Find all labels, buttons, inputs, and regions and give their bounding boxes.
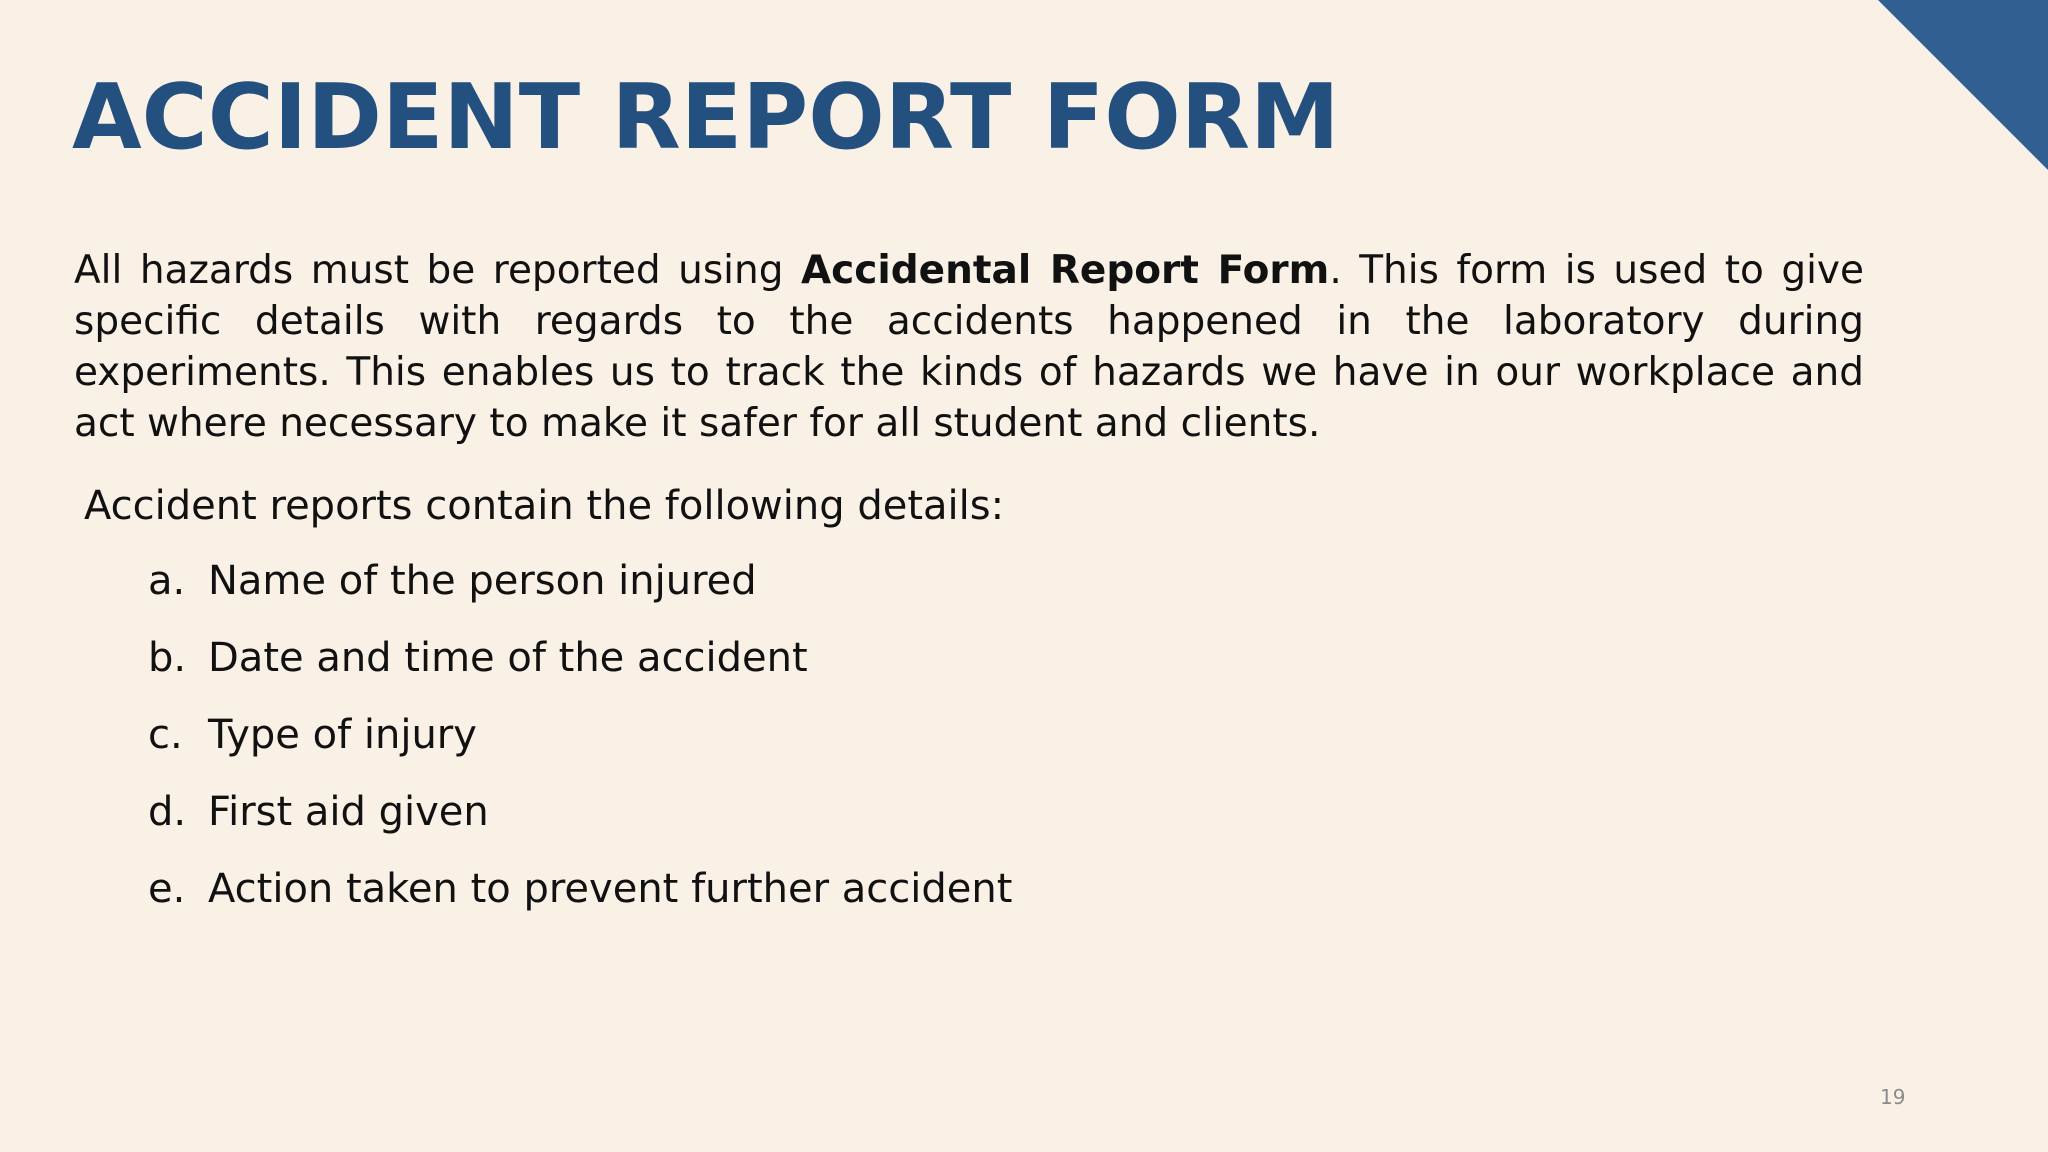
list-text: First aid given: [208, 789, 489, 835]
body-paragraph: [74, 245, 1864, 449]
slide-title: ACCIDENT REPORT FORM: [72, 65, 1340, 170]
list-item: [148, 784, 1012, 861]
list-marker: e.: [148, 866, 186, 912]
list-item: [148, 861, 1012, 938]
list-marker: c.: [148, 712, 183, 758]
list-item: [148, 630, 1012, 707]
list-item: [148, 707, 1012, 784]
list-marker: b.: [148, 635, 187, 681]
list-text: Name of the person injured: [208, 558, 757, 604]
paragraph-text-start: All hazards must be reported using: [74, 248, 801, 293]
details-intro: Accident reports contain the following details:: [84, 483, 1005, 529]
list-text: Date and time of the accident: [208, 635, 808, 681]
list-text: Type of injury: [208, 712, 477, 758]
corner-triangle: [1878, 0, 2048, 170]
paragraph-text-end: . This form is used to give specific details with regards to the accidents happened in the laboratory during experiments. This enables us to track the kinds of hazards we have in our workplace and act where necessary to make it safer for all student and clients.: [74, 248, 1864, 446]
accidental-report-form-emphasis: Accidental Report Form: [800, 248, 1330, 293]
details-list: [148, 553, 1012, 938]
list-marker: d.: [148, 789, 187, 835]
list-marker: a.: [148, 558, 186, 604]
page-number: 19: [1880, 1085, 1906, 1109]
list-item: [148, 553, 1012, 630]
list-text: Action taken to prevent further accident: [208, 866, 1013, 912]
